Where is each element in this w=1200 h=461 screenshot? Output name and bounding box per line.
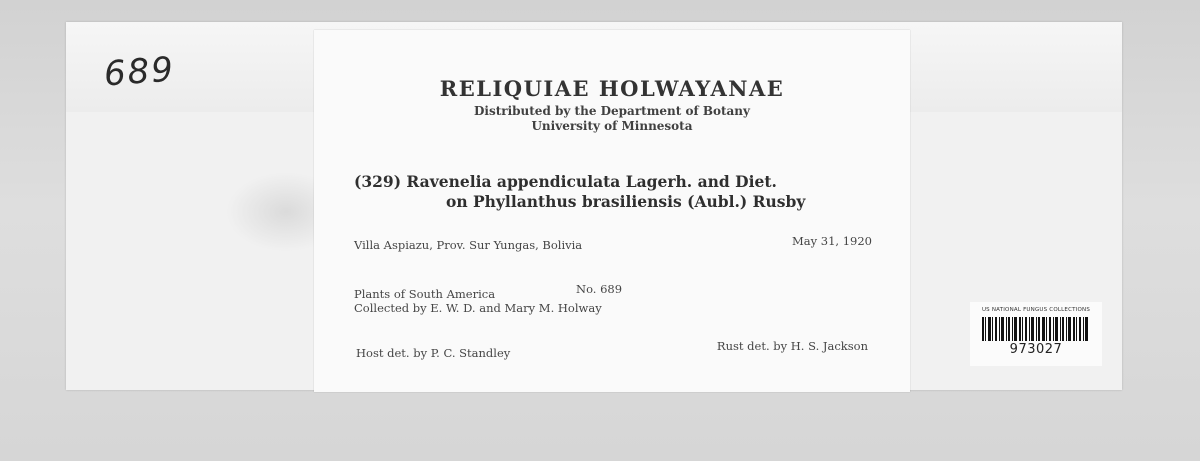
series-name: Plants of South America: [354, 287, 496, 301]
handwritten-specimen-number: 689: [102, 49, 177, 95]
barcode-label: [970, 302, 1102, 366]
rust-determiner: Rust det. by H. S. Jackson: [716, 339, 868, 353]
herbarium-label: [314, 30, 910, 392]
series-number: No. 689: [576, 282, 623, 296]
host-determiner: Host det. by P. C. Standley: [356, 346, 511, 360]
species-name: (329) Ravenelia appendiculata Lagerh. and Diet.: [354, 172, 777, 191]
label-institution: University of Minnesota: [531, 119, 693, 133]
collection-locality: Villa Aspiazu, Prov. Sur Yungas, Bolivia: [354, 238, 583, 252]
label-title: RELIQUIAE HOLWAYANAE: [439, 76, 785, 101]
collectors: Collected by E. W. D. and Mary M. Holway: [354, 301, 602, 315]
host-plant: on Phyllanthus brasiliensis (Aubl.) Rusby: [446, 192, 806, 211]
barcode-bars: [982, 317, 1090, 341]
barcode-number: 973027: [1009, 342, 1063, 357]
collection-date: May 31, 1920: [792, 234, 872, 248]
barcode-collection-name: US NATIONAL FUNGUS COLLECTIONS: [981, 307, 1091, 313]
label-distributor: Distributed by the Department of Botany: [474, 104, 750, 118]
